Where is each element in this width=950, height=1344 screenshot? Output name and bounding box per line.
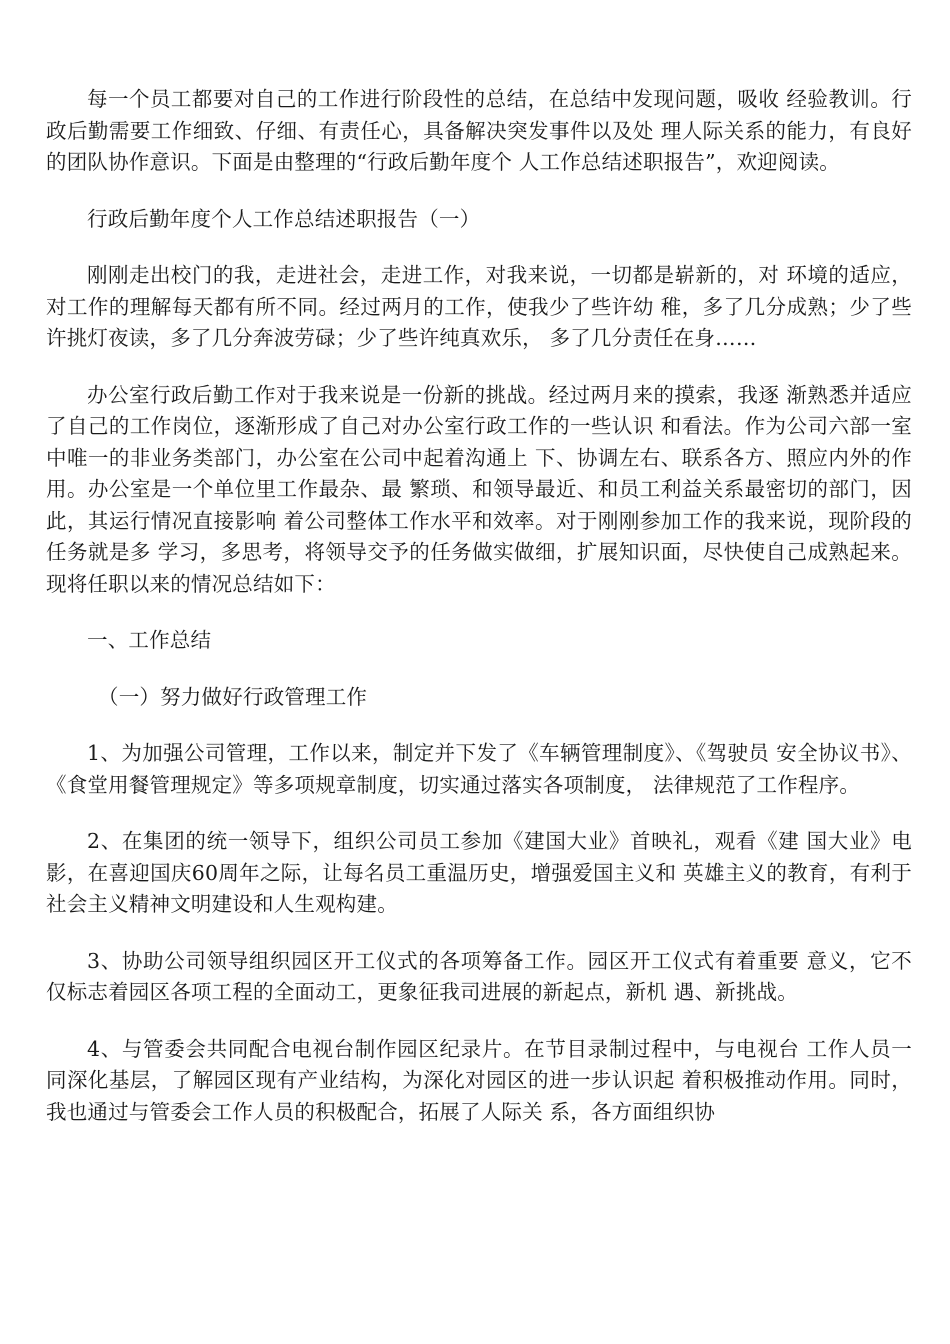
subsection-heading: （一）努力做好行政管理工作: [98, 684, 368, 709]
report-title: 行政后勤年度个人工作总结述职报告（一）: [87, 206, 481, 231]
document-page: [46, 84, 912, 1153]
list-item-paragraph: 1、为加强公司管理，工作以来，制定并下发了《车辆管理制度》、《驾驶员 安全协议书》、《食堂用餐管理规定》等多项规章制度，切实通过落实各项制度， 法律规范了工作程序。: [46, 741, 912, 797]
section-heading: 一、工作总结: [87, 628, 212, 652]
intro-paragraph: 每一个员工都要对自己的工作进行阶段性的总结，在总结中发现问题，吸收 经验教训。行政后勤需要工作细致、仔细、有责任心，具备解决突发事件以及处 理人际关系的能力，有良好的团队协作意识。下面是由整理的“行政后勤年度个 人工作总结述职报告”，欢迎阅读。: [46, 87, 912, 174]
list-item-paragraph: 3、协助公司领导组织园区开工仪式的各项筹备工作。园区开工仪式有着重要 意义，它不仅标志着园区各项工程的全面动工，更象征我司进展的新起点，新机 遇、新挑战。: [46, 948, 912, 1004]
list-item-paragraph: 4、与管委会共同配合电视台制作园区纪录片。在节目录制过程中，与电视台 工作人员一同深化基层，了解园区现有产业结构，为深化对园区的进一步认识起 着积极推动作用。同时，我也通过与管委会工作人员的积极配合，拓展了人际关 系，各方面组织协: [46, 1036, 912, 1124]
list-item-paragraph: 2、在集团的统一领导下，组织公司员工参加《建国大业》首映礼，观看《建 国大业》电影，在喜迎国庆60周年之际，让每名员工重温历史，增强爱国主义和 英雄主义的教育，有利于社会主义精神文明建设和人生观构建。: [46, 829, 912, 916]
body-paragraph: 刚刚走出校门的我，走进社会，走进工作，对我来说，一切都是崭新的，对 环境的适应，对工作的理解每天都有所不同。经过两月的工作，使我少了些许幼 稚，多了几分成熟；少了些许挑灯夜读，多了几分奔波劳碌；少了些许纯真欢乐， 多了几分责任在身……: [46, 263, 912, 350]
body-paragraph: 办公室行政后勤工作对于我来说是一份新的挑战。经过两月来的摸索，我逐 渐熟悉并适应了自己的工作岗位，逐渐形成了自己对办公室行政工作的一些认识 和看法。作为公司六部一室中唯一的非业务类部门，办公室在公司中起着沟通上 下、协调左右、联系各方、照应内外的作用。办公室是一个单位里工作最杂、最 繁琐、和领导最近、和员工利益关系最密切的部门，因此，其运行情况直接影响 着公司整体工作水平和效率。对于刚刚参加工作的我来说，现阶段的任务就是多 学习，多思考，将领导交予的任务做实做细，扩展知识面，尽快使自己成熟起来。 现将任职以来的情况总结如下：: [46, 382, 912, 596]
